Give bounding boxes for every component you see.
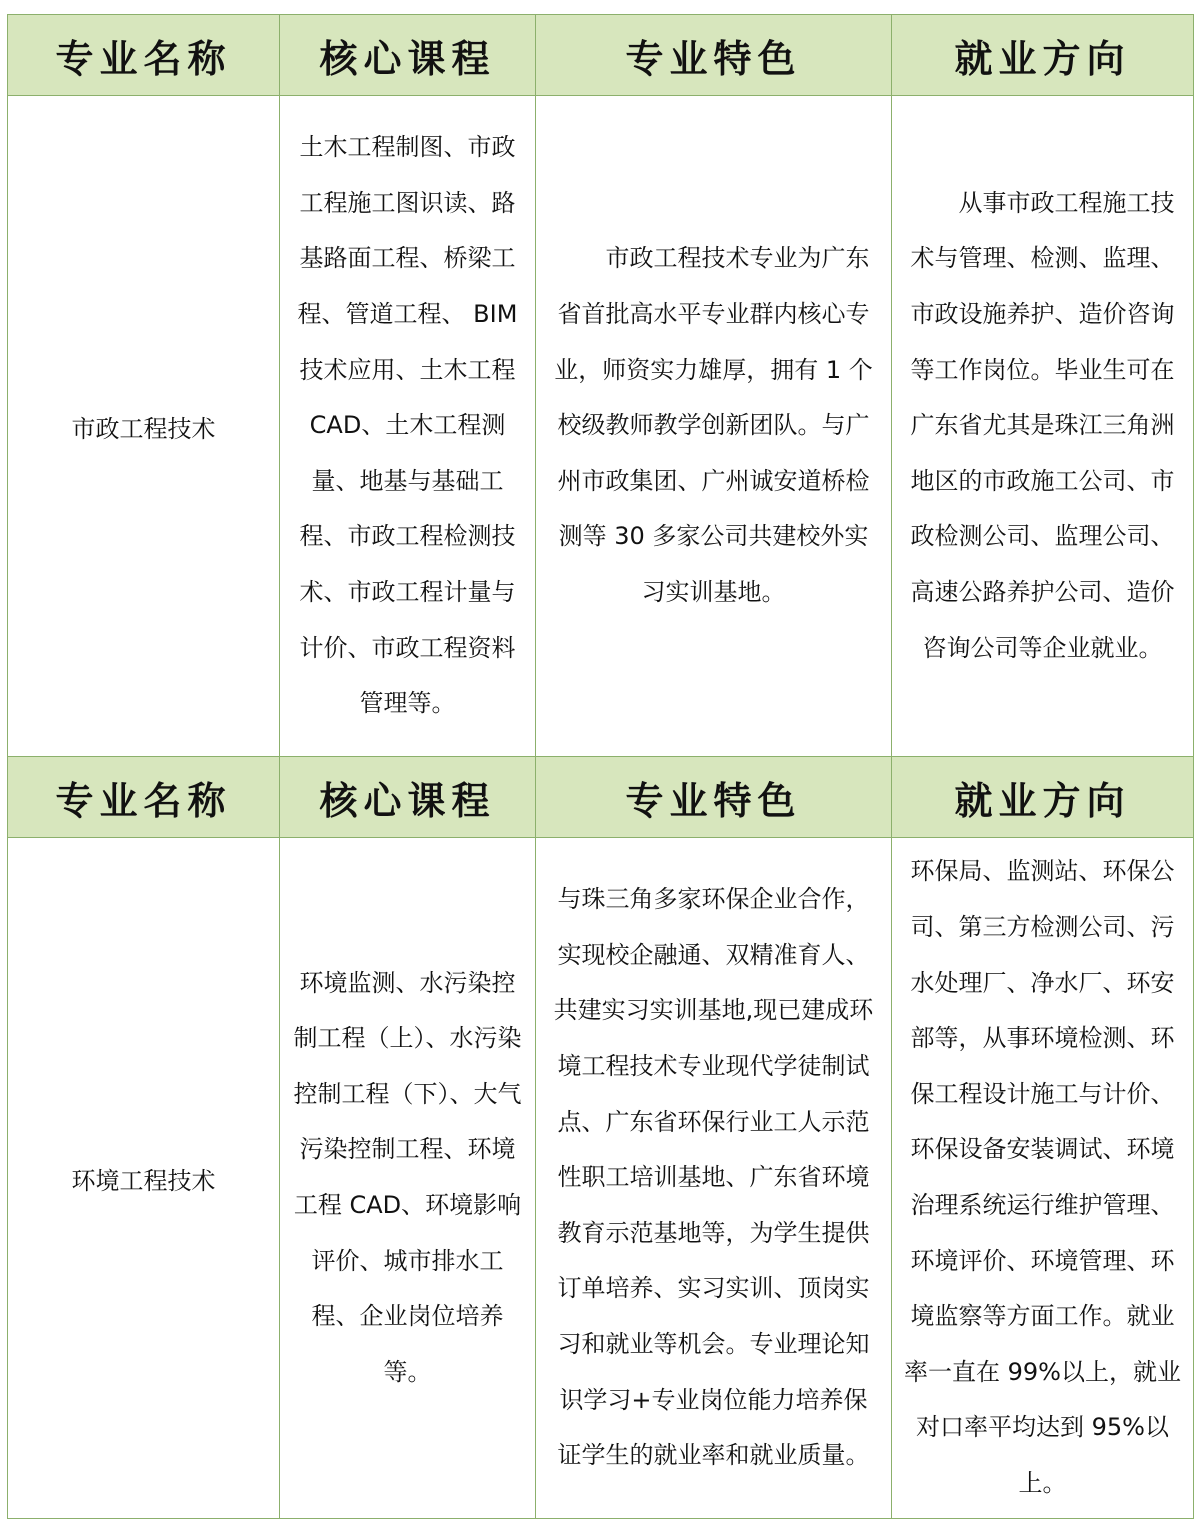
features-text: 与珠三角多家环保企业合作，实现校企融通、双精准育人、共建实习实训基地,现已建成环境工程技术专业现代学徒制试点、广东省环保行业工人示范性职工培训基地、广东省环境教育示范基地等，为学生提供订单培养、实习实训、顶岗实习和就业等机会。专业理论知识学习+专业岗位能力培养保证学生的就业率和就业质量。	[553, 885, 874, 1470]
header-employment: 就业方向	[892, 15, 1194, 96]
employment-text: 环保局、监测站、环保公司、第三方检测公司、污水处理厂、净水厂、环安部等，从事环境检测、环保工程设计施工与计价、环保设备安装调试、环境治理系统运行维护管理、环境评价、环境管理、环境监察等方面工作。就业率一直在 99%以上，就业对口率平均达到 95%以上。	[904, 857, 1181, 1497]
features-cell	[536, 838, 892, 1519]
header-major-name: 专业名称	[8, 757, 280, 838]
header-row	[8, 757, 1194, 838]
header-features: 专业特色	[536, 757, 892, 838]
major-name-cell: 环境工程技术	[8, 838, 280, 1519]
major-name-cell: 市政工程技术	[8, 96, 280, 757]
table-row	[8, 838, 1194, 1519]
table-row	[8, 96, 1194, 757]
courses-text: 环境监测、水污染控制工程（上）、水污染控制工程（下）、大气污染控制工程、环境工程 CAD、环境影响评价、城市排水工程、企业岗位培养等。	[293, 968, 522, 1386]
employment-cell	[892, 96, 1194, 757]
employment-text: 从事市政工程施工技术与管理、检测、监理、市政设施养护、造价咨询等工作岗位。毕业生可在广东省尤其是珠江三角洲地区的市政施工公司、市政检测公司、监理公司、高速公路养护公司、造价咨询公司等企业就业。	[910, 188, 1175, 662]
courses-cell	[280, 96, 536, 757]
features-text: 市政工程技术专业为广东省首批高水平专业群内核心专业，师资实力雄厚，拥有 1 个校级教师教学创新团队。与广州市政集团、广州诚安道桥检测等 30 多家公司共建校外实习实训基地。	[554, 244, 873, 606]
header-row	[8, 15, 1194, 96]
courses-text: 土木工程制图、市政工程施工图识读、路基路面工程、桥梁工程、管道工程、 BIM 技术应用、土木工程 CAD、土木工程测量、地基与基础工程、市政工程检测技术、市政工程计量与计价、市政工程资料管理等。	[297, 133, 518, 718]
header-major-name: 专业名称	[8, 15, 280, 96]
header-core-courses: 核心课程	[280, 757, 536, 838]
features-cell	[536, 96, 892, 757]
header-core-courses: 核心课程	[280, 15, 536, 96]
courses-cell	[280, 838, 536, 1519]
majors-table	[7, 14, 1194, 1519]
header-employment: 就业方向	[892, 757, 1194, 838]
employment-cell	[892, 838, 1194, 1519]
header-features: 专业特色	[536, 15, 892, 96]
